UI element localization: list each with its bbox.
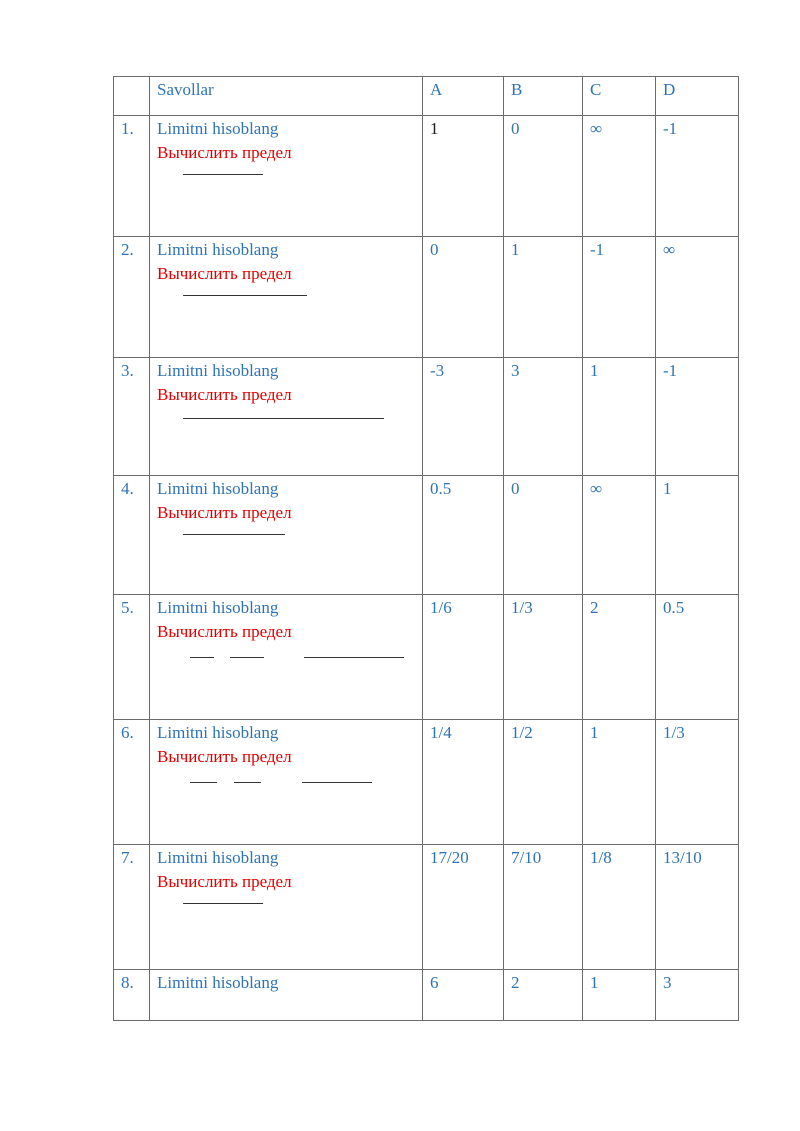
header-b-label: B — [511, 80, 523, 99]
option-b: 2 — [511, 973, 520, 992]
option-a: -3 — [430, 361, 445, 380]
quiz-table — [113, 76, 739, 1021]
table-row — [114, 720, 739, 845]
option-b: 1 — [511, 240, 520, 259]
option-c: 1 — [590, 723, 599, 742]
header-question-cell — [150, 77, 423, 116]
option-c: 2 — [590, 598, 599, 617]
question-text-uz: Limitni hisoblang — [157, 361, 279, 380]
option-b: 3 — [511, 361, 520, 380]
option-d: 13/10 — [663, 848, 702, 867]
question-number: 6. — [121, 723, 134, 742]
formula-placeholder — [157, 525, 422, 545]
question-text-uz: Limitni hisoblang — [157, 848, 279, 867]
table-row — [114, 358, 739, 476]
header-c-cell — [583, 77, 656, 116]
question-text-ru: Вычислить предел — [157, 872, 292, 891]
question-text-ru: Вычислить предел — [157, 264, 292, 283]
table-row — [114, 970, 739, 1021]
option-a: 17/20 — [430, 848, 469, 867]
option-c: -1 — [590, 240, 605, 259]
question-number: 1. — [121, 119, 134, 138]
question-number: 2. — [121, 240, 134, 259]
table-row — [114, 476, 739, 595]
table-row — [114, 595, 739, 720]
question-cell — [150, 845, 423, 970]
header-d-label: D — [663, 80, 676, 99]
option-c: ∞ — [590, 479, 603, 498]
option-b: 1/2 — [511, 723, 533, 742]
option-a: 1 — [430, 119, 439, 138]
formula-placeholder — [157, 407, 422, 427]
question-text-uz: Limitni hisoblang — [157, 598, 279, 617]
question-number: 7. — [121, 848, 134, 867]
option-d: ∞ — [663, 240, 676, 259]
question-text-ru: Вычислить предел — [157, 143, 292, 162]
table-row — [114, 116, 739, 237]
option-a: 0.5 — [430, 479, 452, 498]
formula-placeholder — [157, 165, 422, 185]
question-cell — [150, 237, 423, 358]
header-b-cell — [504, 77, 583, 116]
question-number: 5. — [121, 598, 134, 617]
header-c-label: C — [590, 80, 602, 99]
question-text-ru: Вычислить предел — [157, 385, 292, 404]
question-number: 3. — [121, 361, 134, 380]
option-a: 6 — [430, 973, 439, 992]
formula-placeholder — [157, 644, 422, 664]
question-cell — [150, 358, 423, 476]
question-cell — [150, 116, 423, 237]
question-text-ru: Вычислить предел — [157, 747, 292, 766]
option-b: 0 — [511, 119, 520, 138]
question-text-uz: Limitni hisoblang — [157, 119, 279, 138]
table-row — [114, 845, 739, 970]
option-a: 0 — [430, 240, 439, 259]
question-text-ru: Вычислить предел — [157, 622, 292, 641]
option-d: 3 — [663, 973, 672, 992]
formula-placeholder — [157, 769, 422, 789]
option-b: 0 — [511, 479, 520, 498]
header-question-label: Savollar — [157, 80, 214, 99]
option-c: ∞ — [590, 119, 603, 138]
option-c: 1 — [590, 973, 599, 992]
question-cell — [150, 476, 423, 595]
question-text-uz: Limitni hisoblang — [157, 973, 279, 992]
option-b: 1/3 — [511, 598, 533, 617]
table-row — [114, 237, 739, 358]
question-text-uz: Limitni hisoblang — [157, 723, 279, 742]
formula-placeholder — [157, 286, 422, 306]
option-a: 1/4 — [430, 723, 452, 742]
question-text-ru: Вычислить предел — [157, 503, 292, 522]
option-c: 1/8 — [590, 848, 612, 867]
option-d: 1 — [663, 479, 672, 498]
question-cell — [150, 595, 423, 720]
header-d-cell — [656, 77, 739, 116]
question-text-uz: Limitni hisoblang — [157, 240, 279, 259]
option-b: 7/10 — [511, 848, 542, 867]
option-a: 1/6 — [430, 598, 452, 617]
header-a-label: A — [430, 80, 443, 99]
option-d: -1 — [663, 361, 678, 380]
header-num-cell — [114, 77, 150, 116]
header-a-cell — [423, 77, 504, 116]
option-d: -1 — [663, 119, 678, 138]
option-d: 1/3 — [663, 723, 685, 742]
question-cell — [150, 970, 423, 1021]
formula-placeholder — [157, 894, 422, 914]
option-c: 1 — [590, 361, 599, 380]
question-cell — [150, 720, 423, 845]
question-text-uz: Limitni hisoblang — [157, 479, 279, 498]
question-number: 8. — [121, 973, 134, 992]
question-number: 4. — [121, 479, 134, 498]
table-header-row — [114, 77, 739, 116]
option-d: 0.5 — [663, 598, 685, 617]
